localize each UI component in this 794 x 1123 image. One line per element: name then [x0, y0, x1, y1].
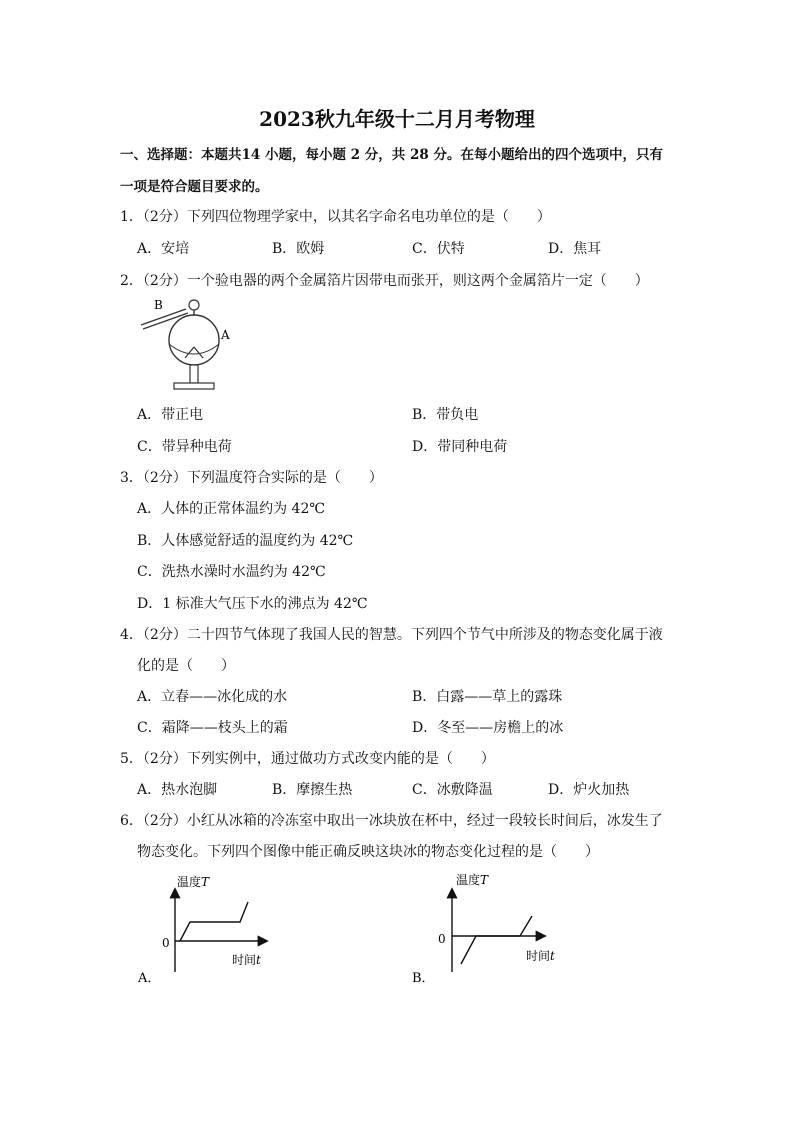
q2-option-b: B．带负电 [412, 407, 479, 423]
figure-label-b: B [154, 298, 163, 312]
graph-option-a [130, 868, 290, 988]
section-heading-line2: 一项是符合题目要求的。 [120, 179, 269, 195]
electroscope-figure [138, 292, 248, 396]
y-variable: T [201, 875, 210, 889]
question-1-stem: 1．（2分）下列四位物理学家中，以其名字命名电功单位的是（ ） [120, 209, 551, 225]
page-title: 2023秋九年级十二月月考物理 [259, 107, 535, 131]
y-variable: T [480, 873, 489, 887]
q3-option-b: B．人体感觉舒适的温度约为 42℃ [137, 533, 354, 549]
y-label: 温度 [177, 875, 202, 889]
q3-option-c: C．洗热水澡时水温约为 42℃ [137, 564, 326, 580]
y-label: 温度 [456, 873, 481, 887]
q4-option-d: D．冬至——房檐上的冰 [412, 720, 564, 736]
question-6-stem: 6．（2分）小红从冰箱的冷冻室中取出一冰块放在杯中，经过一段较长时间后，冰发生了 [120, 813, 663, 829]
q2-option-a: A．带正电 [137, 407, 204, 423]
option-letter: A． [138, 971, 161, 986]
q1-option-a: A．安培 [137, 241, 190, 257]
q1-option-c: C．伏特 [412, 241, 465, 257]
q1-option-d: D．焦耳 [548, 241, 602, 257]
origin-label: 0 [438, 932, 446, 946]
q5-option-c: C．冰敷降温 [412, 782, 493, 798]
q5-option-d: D．炉火加热 [548, 782, 630, 798]
q4-option-a: A．立春——冰化成的水 [137, 689, 288, 705]
figure-label-a: A [221, 328, 230, 342]
x-variable: t [256, 953, 261, 967]
q2-option-c: C．带异种电荷 [137, 439, 232, 455]
q5-option-b: B．摩擦生热 [272, 782, 353, 798]
origin-label: 0 [162, 936, 170, 950]
temperature-curve [180, 902, 248, 941]
q5-option-a: A．热水泡脚 [137, 782, 218, 798]
x-variable: t [550, 949, 555, 963]
question-4-stem: 4．（2分）二十四节气体现了我国人民的智慧。下列四个节气中所涉及的物态变化属于液 [120, 627, 663, 643]
q3-option-a: A．人体的正常体温约为 42℃ [137, 501, 326, 517]
svg-text:温度T [177, 874, 210, 889]
svg-text:温度T [456, 872, 489, 887]
svg-text:时间t [232, 952, 261, 967]
temperature-curve [461, 916, 532, 964]
question-4-stem-line2: 化的是（ ） [137, 658, 235, 674]
graph-option-b [404, 868, 574, 988]
question-2-stem: 2．（2分）一个验电器的两个金属箔片因带电而张开，则这两个金属箔片一定（ ） [120, 273, 649, 289]
x-label: 时间 [232, 953, 257, 967]
option-letter: B． [412, 971, 435, 986]
q4-option-b: B．白露——草上的露珠 [412, 689, 563, 705]
q1-option-b: B．欧姆 [272, 241, 325, 257]
x-label: 时间 [526, 949, 551, 963]
q3-option-d: D．1 标准大气压下水的沸点为 42℃ [137, 596, 368, 612]
q2-option-d: D．带同种电荷 [412, 439, 508, 455]
q4-option-c: C．霜降——枝头上的霜 [137, 720, 288, 736]
svg-text:时间t [526, 948, 555, 963]
question-5-stem: 5．（2分）下列实例中，通过做功方式改变内能的是（ ） [120, 751, 495, 767]
question-3-stem: 3．（2分）下列温度符合实际的是（ ） [120, 470, 383, 486]
section-heading-line1: 一、选择题：本题共14 小题，每小题 2 分，共 28 分。在每小题给出的四个选项中，只有 [120, 147, 663, 163]
question-6-stem-line2: 物态变化。下列四个图像中能正确反映这块冰的物态变化过程的是（ ） [137, 844, 599, 860]
